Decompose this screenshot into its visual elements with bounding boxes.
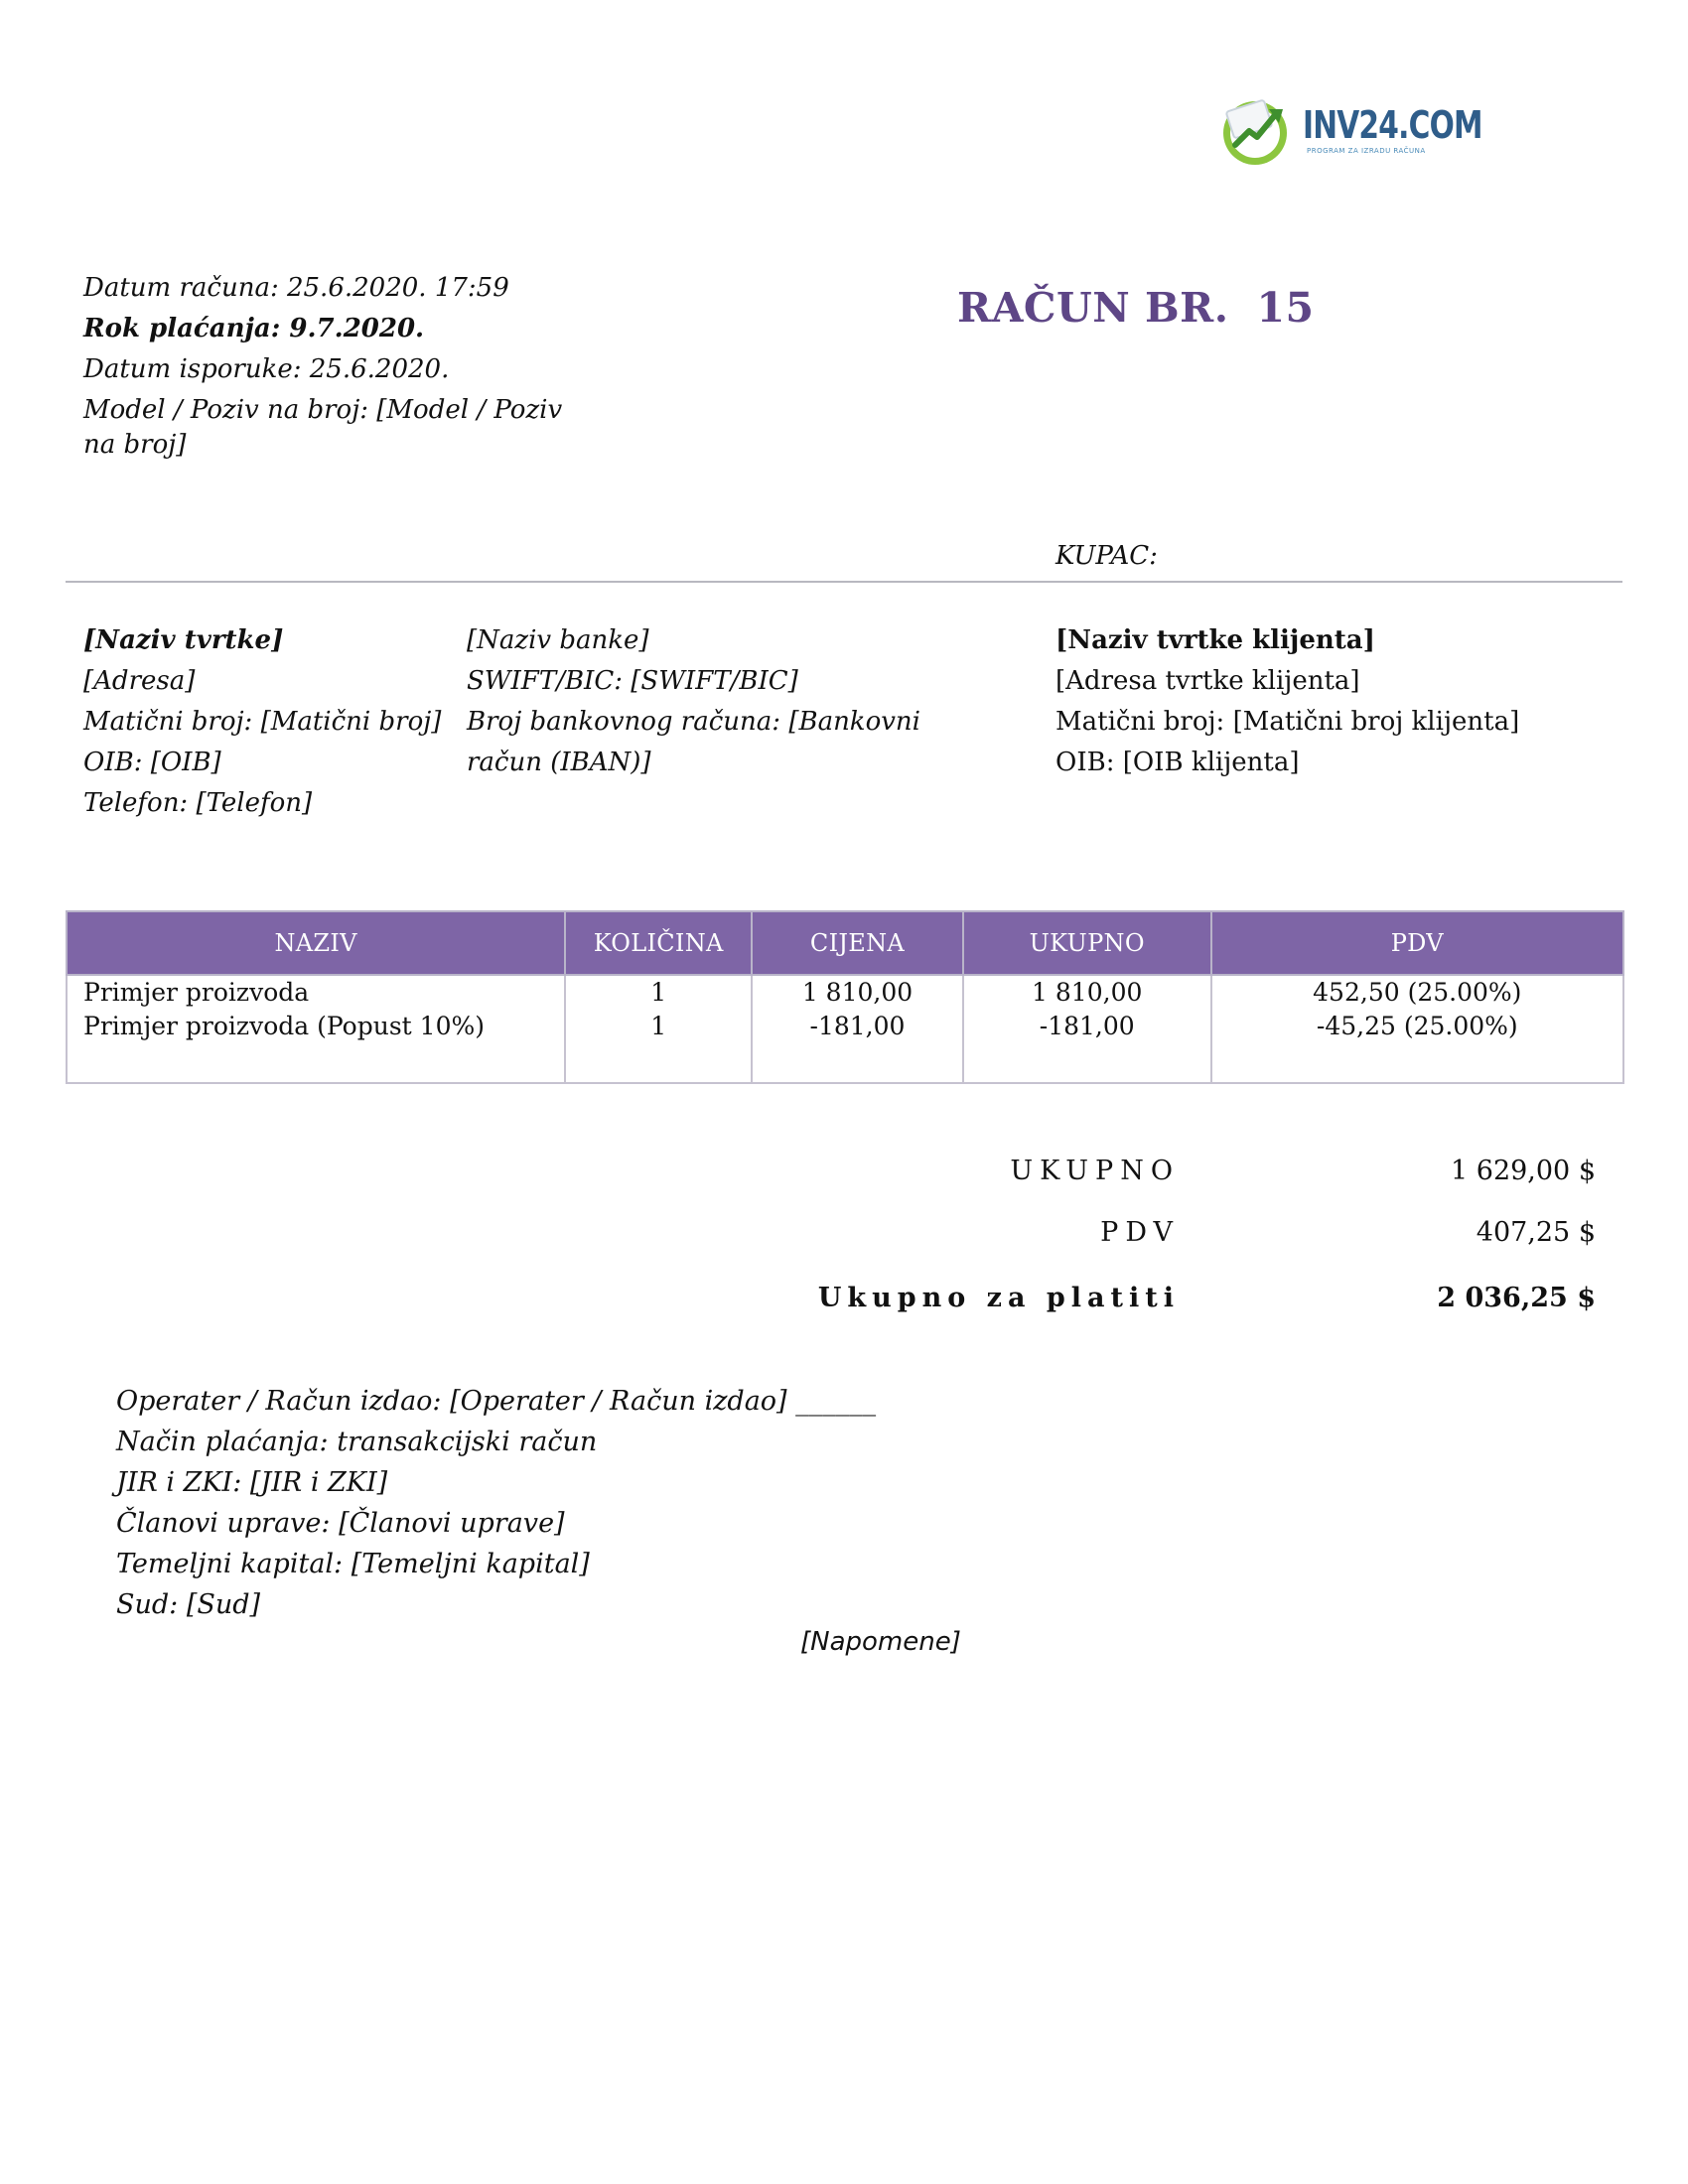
vat-value: 407,25 $ (1476, 1217, 1596, 1248)
column-header-vat: PDV (1211, 911, 1623, 975)
column-header-quantity: KOLIČINA (565, 911, 752, 975)
client-block (1055, 620, 1519, 783)
due-date: Rok plaćanja: 9.7.2020. (83, 314, 425, 343)
buyer-label: KUPAC: (1055, 541, 1158, 571)
column-header-price: CIJENA (752, 911, 963, 975)
logo-brand-text: INV24.COM (1303, 103, 1482, 147)
logo-tagline: PROGRAM ZA IZRADU RAČUNA (1307, 147, 1426, 155)
subtotal-value: 1 629,00 $ (1451, 1156, 1596, 1186)
cell-name: Primjer proizvoda (Popust 10%) (67, 1010, 565, 1083)
invoice-date: Datum računa: 25.6.2020. 17:59 (83, 273, 509, 303)
reference-line-1: Model / Poziv na broj: [Model / Poziv (83, 395, 563, 425)
footer-share-capital: Temeljni kapital: [Temeljni kapital] (116, 1549, 590, 1579)
bank-account-line-1: Broj bankovnog računa: [Bankovni (467, 707, 920, 737)
table-row (67, 975, 1623, 1010)
cell-quantity: 1 (565, 1010, 752, 1083)
cell-total: 1 810,00 (963, 975, 1211, 1010)
table-row (67, 1010, 1623, 1083)
seller-block (83, 620, 441, 824)
page-title (957, 284, 1315, 332)
footer-block (116, 1381, 876, 1625)
seller-name: [Naziv tvrtke] (83, 625, 284, 655)
column-header-name: NAZIV (67, 911, 565, 975)
divider (66, 581, 1622, 583)
grand-total-label: Ukupno za platiti (817, 1283, 1180, 1313)
seller-address: [Adresa] (83, 666, 196, 696)
subtotal-label: UKUPNO (1010, 1156, 1180, 1186)
footer-payment-method: Način plaćanja: transakcijski račun (116, 1427, 598, 1457)
client-name: [Naziv tvrtke klijenta] (1055, 625, 1375, 655)
seller-oib: OIB: [OIB] (83, 748, 221, 777)
bank-account-line-2: račun (IBAN)] (467, 748, 651, 777)
cell-price: -181,00 (752, 1010, 963, 1083)
invoice-number: 15 (1256, 284, 1315, 332)
bank-name: [Naziv banke] (467, 625, 649, 655)
seller-reg-no: Matični broj: [Matični broj] (83, 707, 442, 737)
notes: [Napomene] (800, 1627, 961, 1657)
column-header-total: UKUPNO (963, 911, 1211, 975)
reference-line-2: na broj] (83, 430, 187, 460)
cell-quantity: 1 (565, 975, 752, 1010)
client-address: [Adresa tvrtke klijenta] (1055, 666, 1360, 696)
bank-swift: SWIFT/BIC: [SWIFT/BIC] (467, 666, 798, 696)
footer-operator: Operater / Račun izdao: [Operater / Račun izdao] ______ (116, 1386, 877, 1417)
cell-price: 1 810,00 (752, 975, 963, 1010)
logo-badge-icon (1219, 95, 1295, 167)
cell-vat: 452,50 (25.00%) (1211, 975, 1623, 1010)
invoice-title: RAČUN BR. (957, 284, 1229, 332)
footer-jir-zki: JIR i ZKI: [JIR i ZKI] (116, 1467, 388, 1498)
bank-block (467, 620, 920, 783)
cell-vat: -45,25 (25.00%) (1211, 1010, 1623, 1083)
client-oib: OIB: [OIB klijenta] (1055, 748, 1300, 777)
cell-name: Primjer proizvoda (67, 975, 565, 1010)
vat-label: PDV (1100, 1217, 1180, 1248)
company-logo (1219, 95, 1482, 167)
grand-total-value: 2 036,25 $ (1437, 1283, 1596, 1313)
table-header-row (67, 911, 1623, 975)
seller-phone: Telefon: [Telefon] (83, 788, 313, 818)
client-reg-no: Matični broj: [Matični broj klijenta] (1055, 707, 1520, 737)
footer-board-members: Članovi uprave: [Članovi uprave] (116, 1508, 565, 1539)
footer-court: Sud: [Sud] (116, 1589, 261, 1620)
delivery-date: Datum isporuke: 25.6.2020. (83, 354, 450, 384)
cell-total: -181,00 (963, 1010, 1211, 1083)
items-table (66, 910, 1624, 1084)
